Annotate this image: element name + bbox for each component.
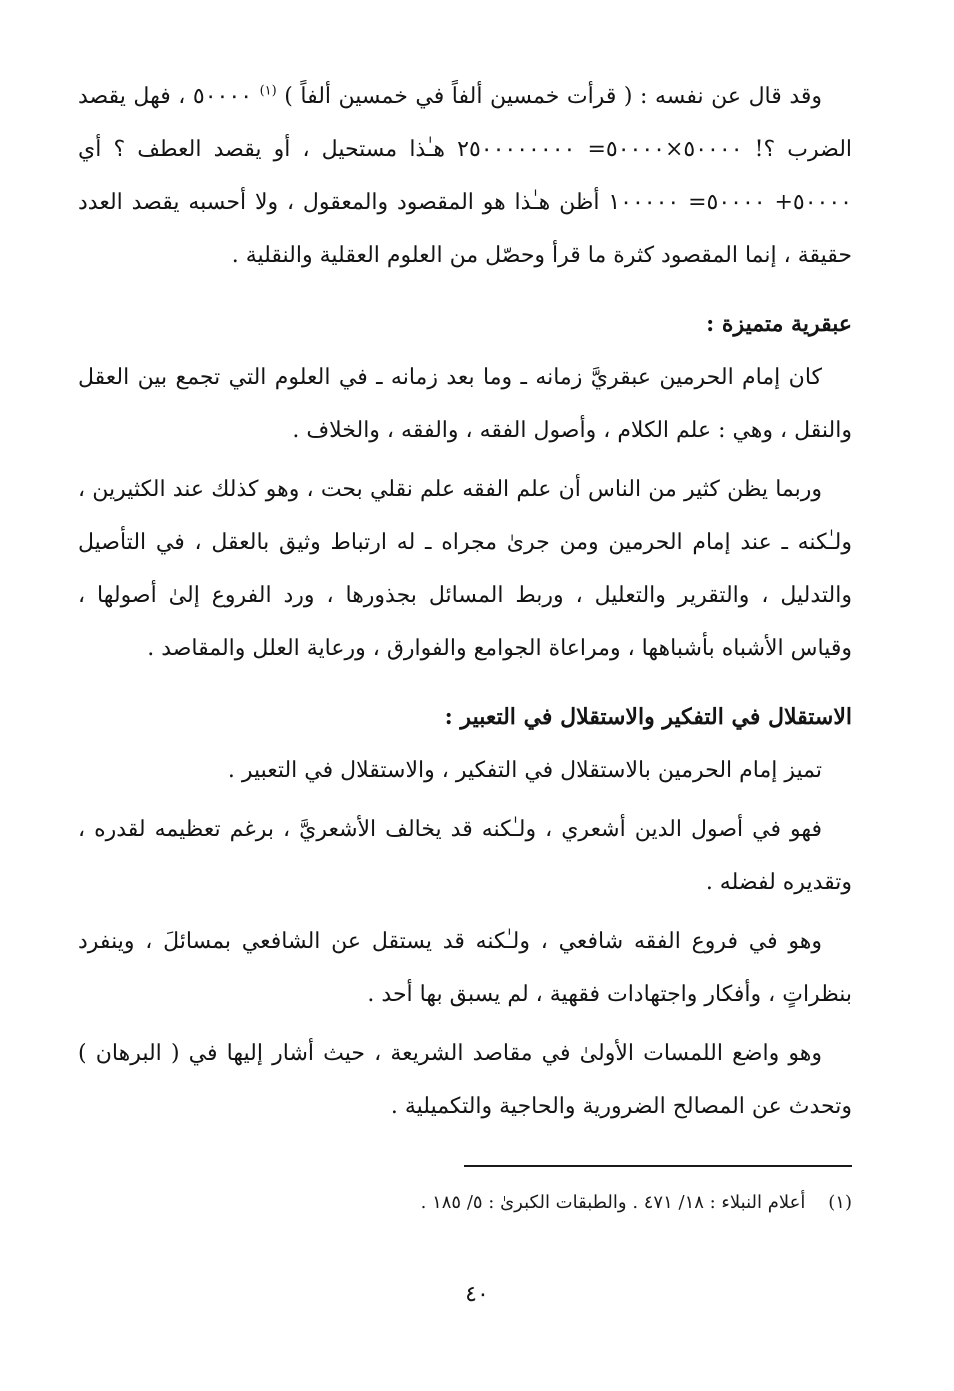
paragraph-4: تميز إمام الحرمين بالاستقلال في التفكير ، والاستقلال في التعبير . <box>227 758 822 783</box>
section-heading-genius: عبقرية متميزة : <box>706 311 852 337</box>
page-number: ٤٠ <box>465 1282 489 1307</box>
paragraph-7: وهو واضع اللمسات الأولىٰ في مقاصد الشريعة ، حيث أشار إليها في ( البرهان ) وتحدث عن المصالح الضرورية والحاجية والتكميلية . <box>78 1041 852 1119</box>
paragraph-2: كان إمام الحرمين عبقريَّ زمانه ـ وما بعد زمانه ـ في العلوم التي تجمع بين العقل والنقل ، وهي : علم الكلام ، وأصول الفقه ، والفقه ، والخلاف . <box>78 365 852 443</box>
section-heading-independence: الاستقلال في التفكير والاستقلال في التعبير : <box>444 704 852 730</box>
paragraph-1 <box>78 70 852 282</box>
footnote-text: أعلام النبلاء : ١٨/ ٤٧١ . والطبقات الكبرىٰ : ٥/ ١٨٥ . <box>420 1192 806 1213</box>
paragraph-1-rest: ٥٠٠٠٠ ، فهل يقصد الضرب ؟! ٥٠٠٠٠×٥٠٠٠٠= ٢٥٠٠٠٠٠٠٠٠ هـٰذا مستحيل ، أو يقصد العطف ؟ أي ٥٠٠٠٠+ ٥٠٠٠٠= ١٠٠٠٠٠ أظن هـٰذا هو المقصود والمعقول ، ولا أحسبه يقصد العدد حقيقة ، إنما المقصود كثرة ما قرأ وحصّل من العلوم العقلية والنقلية . <box>78 84 853 268</box>
footnote <box>340 1188 852 1218</box>
page-body <box>78 70 852 1133</box>
paragraph-3: وربما يظن كثير من الناس أن علم الفقه علم نقلي بحت ، وهو كذلك عند الكثيرين ، ولـٰكنه ـ عند إمام الحرمين ومن جرىٰ مجراه ـ له ارتباط وثيق بالعقل ، في التأصيل والتدليل ، والتقرير والتعليل ، وربط المسائل بجذورها ، ورد الفروع إلىٰ أصولها ، وقياس الأشباه بأشباهها ، ومراعاة الجوامع والفوارق ، ورعاية العلل والمقاصد . <box>78 477 852 661</box>
paragraph-6: وهو في فروع الفقه شافعي ، ولـٰكنه قد يستقل عن الشافعي بمسائلَ ، وينفرد بنظراتٍ ، وأفكار واجتهادات فقهية ، لم يسبق بها أحد . <box>78 929 852 1007</box>
paragraph-1-start: وقد قال عن نفسه : ( قرأت خمسين ألفاً في خمسين ألفاً ) <box>276 84 823 109</box>
footnote-divider <box>464 1165 852 1167</box>
paragraph-5: فهو في أصول الدين أشعري ، ولـٰكنه قد يخالف الأشعريَّ ، برغم تعظيمه لقدره ، وتقديره لفضله . <box>78 817 852 895</box>
footnote-number: (١) <box>828 1192 852 1213</box>
footnote-reference: (١) <box>259 83 277 99</box>
